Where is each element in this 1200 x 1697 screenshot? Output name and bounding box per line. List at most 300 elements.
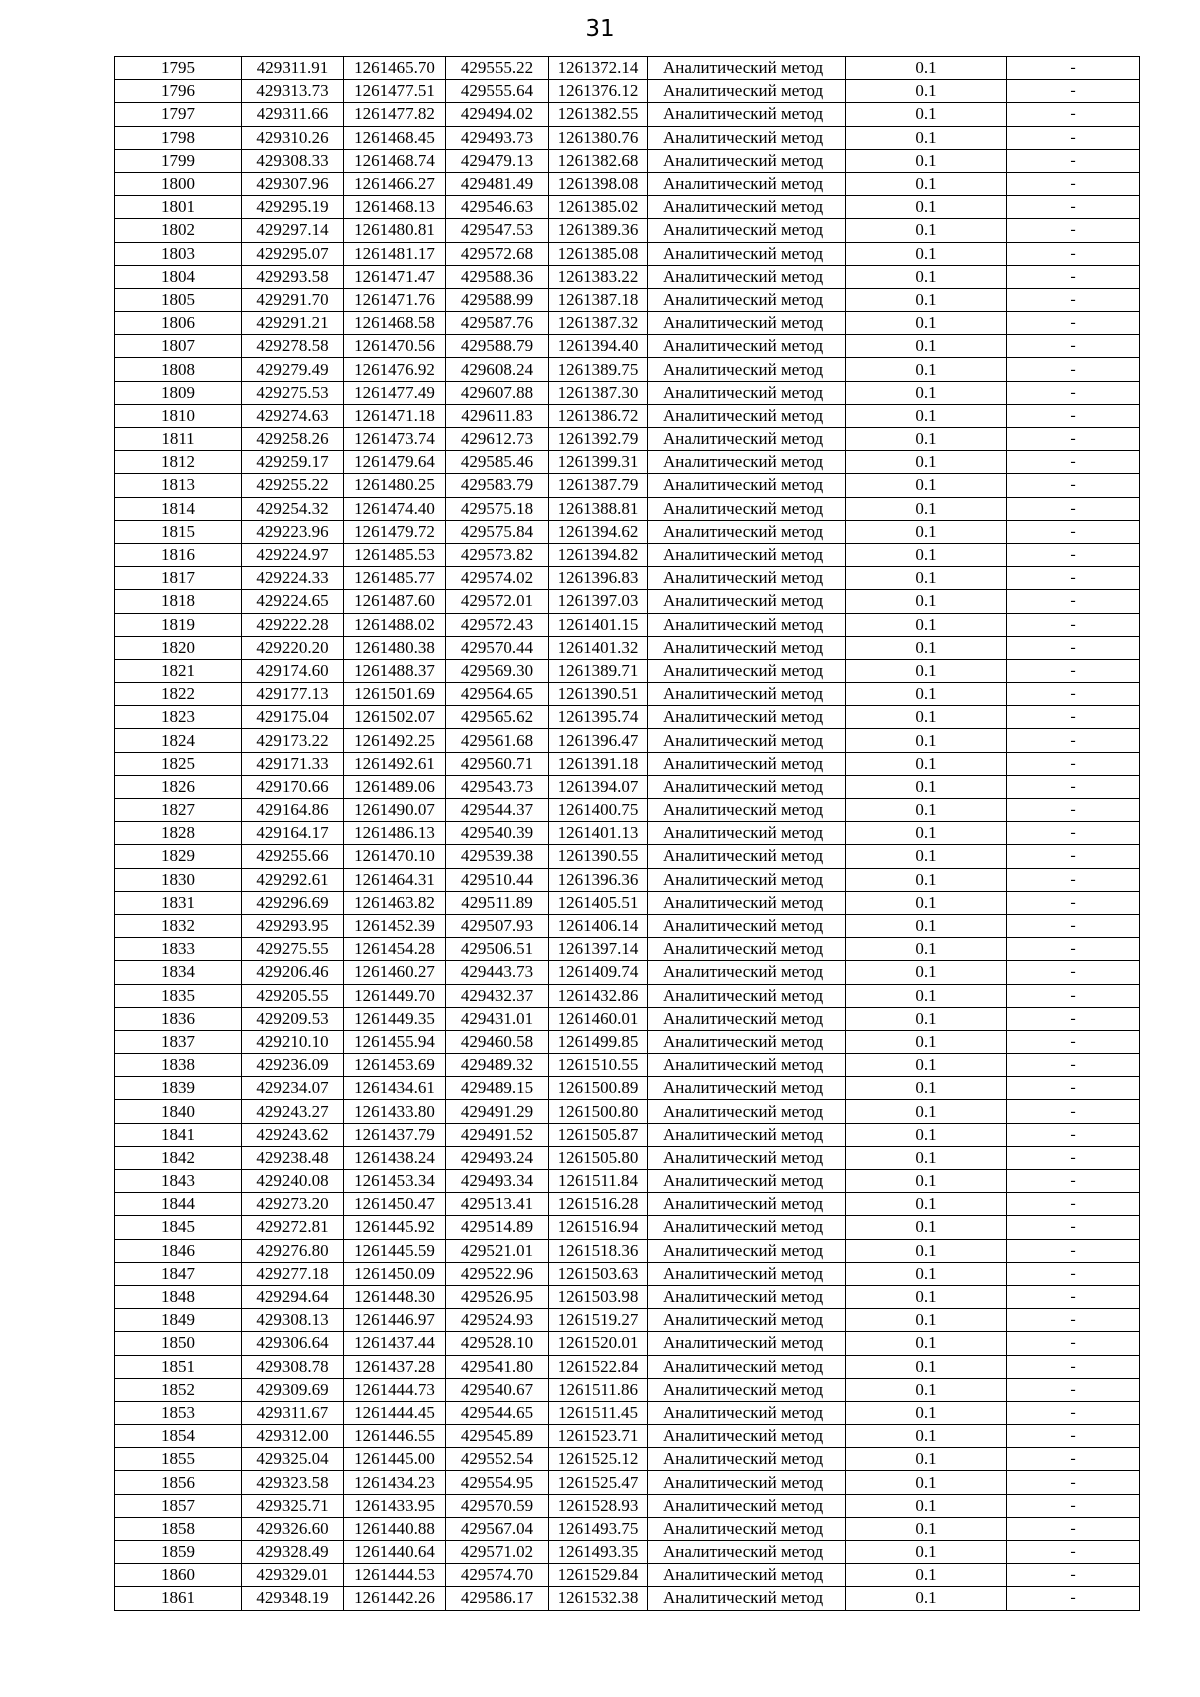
x2-coordinate-cell: 429506.51 bbox=[446, 938, 549, 961]
note-cell: - bbox=[1007, 451, 1140, 474]
method-cell: Аналитический метод bbox=[648, 1239, 846, 1262]
x1-coordinate-cell: 429313.73 bbox=[242, 80, 344, 103]
error-value-cell: 0.1 bbox=[846, 474, 1007, 497]
point-number-cell: 1856 bbox=[115, 1471, 242, 1494]
y2-coordinate-cell: 1261390.51 bbox=[549, 683, 648, 706]
table-row bbox=[115, 1425, 1140, 1448]
point-number-cell: 1809 bbox=[115, 381, 242, 404]
y1-coordinate-cell: 1261477.51 bbox=[344, 80, 446, 103]
error-value-cell: 0.1 bbox=[846, 381, 1007, 404]
table-body bbox=[115, 57, 1140, 1611]
note-cell: - bbox=[1007, 1216, 1140, 1239]
y2-coordinate-cell: 1261385.08 bbox=[549, 242, 648, 265]
error-value-cell: 0.1 bbox=[846, 1100, 1007, 1123]
x2-coordinate-cell: 429588.79 bbox=[446, 335, 549, 358]
method-cell: Аналитический метод bbox=[648, 428, 846, 451]
y2-coordinate-cell: 1261529.84 bbox=[549, 1564, 648, 1587]
y1-coordinate-cell: 1261453.34 bbox=[344, 1170, 446, 1193]
y2-coordinate-cell: 1261432.86 bbox=[549, 984, 648, 1007]
note-cell: - bbox=[1007, 752, 1140, 775]
y2-coordinate-cell: 1261394.07 bbox=[549, 775, 648, 798]
method-cell: Аналитический метод bbox=[648, 1425, 846, 1448]
method-cell: Аналитический метод bbox=[648, 1170, 846, 1193]
method-cell: Аналитический метод bbox=[648, 1054, 846, 1077]
table-row bbox=[115, 288, 1140, 311]
point-number-cell: 1853 bbox=[115, 1401, 242, 1424]
x1-coordinate-cell: 429170.66 bbox=[242, 775, 344, 798]
method-cell: Аналитический метод bbox=[648, 1262, 846, 1285]
error-value-cell: 0.1 bbox=[846, 636, 1007, 659]
x2-coordinate-cell: 429431.01 bbox=[446, 1007, 549, 1030]
method-cell: Аналитический метод bbox=[648, 868, 846, 891]
y2-coordinate-cell: 1261518.36 bbox=[549, 1239, 648, 1262]
table-row bbox=[115, 451, 1140, 474]
note-cell: - bbox=[1007, 1123, 1140, 1146]
point-number-cell: 1825 bbox=[115, 752, 242, 775]
method-cell: Аналитический метод bbox=[648, 242, 846, 265]
point-number-cell: 1812 bbox=[115, 451, 242, 474]
note-cell: - bbox=[1007, 1193, 1140, 1216]
table-row bbox=[115, 752, 1140, 775]
method-cell: Аналитический метод bbox=[648, 381, 846, 404]
y2-coordinate-cell: 1261394.40 bbox=[549, 335, 648, 358]
point-number-cell: 1848 bbox=[115, 1285, 242, 1308]
x2-coordinate-cell: 429545.89 bbox=[446, 1425, 549, 1448]
method-cell: Аналитический метод bbox=[648, 1355, 846, 1378]
point-number-cell: 1836 bbox=[115, 1007, 242, 1030]
note-cell: - bbox=[1007, 1146, 1140, 1169]
x2-coordinate-cell: 429511.89 bbox=[446, 891, 549, 914]
y2-coordinate-cell: 1261505.87 bbox=[549, 1123, 648, 1146]
point-number-cell: 1827 bbox=[115, 799, 242, 822]
x2-coordinate-cell: 429510.44 bbox=[446, 868, 549, 891]
table-row bbox=[115, 57, 1140, 80]
table-row bbox=[115, 1216, 1140, 1239]
point-number-cell: 1797 bbox=[115, 103, 242, 126]
x1-coordinate-cell: 429258.26 bbox=[242, 428, 344, 451]
y1-coordinate-cell: 1261471.76 bbox=[344, 288, 446, 311]
y1-coordinate-cell: 1261433.80 bbox=[344, 1100, 446, 1123]
method-cell: Аналитический метод bbox=[648, 1332, 846, 1355]
x1-coordinate-cell: 429295.19 bbox=[242, 196, 344, 219]
x1-coordinate-cell: 429254.32 bbox=[242, 497, 344, 520]
method-cell: Аналитический метод bbox=[648, 1541, 846, 1564]
table-row bbox=[115, 149, 1140, 172]
error-value-cell: 0.1 bbox=[846, 1425, 1007, 1448]
table-row bbox=[115, 1309, 1140, 1332]
error-value-cell: 0.1 bbox=[846, 1262, 1007, 1285]
y1-coordinate-cell: 1261477.82 bbox=[344, 103, 446, 126]
table-row bbox=[115, 1193, 1140, 1216]
x2-coordinate-cell: 429574.02 bbox=[446, 567, 549, 590]
method-cell: Аналитический метод bbox=[648, 1100, 846, 1123]
error-value-cell: 0.1 bbox=[846, 1448, 1007, 1471]
y2-coordinate-cell: 1261525.12 bbox=[549, 1448, 648, 1471]
table-row bbox=[115, 335, 1140, 358]
x1-coordinate-cell: 429240.08 bbox=[242, 1170, 344, 1193]
point-number-cell: 1798 bbox=[115, 126, 242, 149]
y1-coordinate-cell: 1261468.13 bbox=[344, 196, 446, 219]
y1-coordinate-cell: 1261433.95 bbox=[344, 1494, 446, 1517]
x1-coordinate-cell: 429312.00 bbox=[242, 1425, 344, 1448]
x2-coordinate-cell: 429571.02 bbox=[446, 1541, 549, 1564]
x2-coordinate-cell: 429575.18 bbox=[446, 497, 549, 520]
y1-coordinate-cell: 1261474.40 bbox=[344, 497, 446, 520]
point-number-cell: 1816 bbox=[115, 543, 242, 566]
error-value-cell: 0.1 bbox=[846, 103, 1007, 126]
table-row bbox=[115, 1030, 1140, 1053]
error-value-cell: 0.1 bbox=[846, 451, 1007, 474]
y2-coordinate-cell: 1261380.76 bbox=[549, 126, 648, 149]
method-cell: Аналитический метод bbox=[648, 799, 846, 822]
x1-coordinate-cell: 429326.60 bbox=[242, 1517, 344, 1540]
y1-coordinate-cell: 1261466.27 bbox=[344, 172, 446, 195]
method-cell: Аналитический метод bbox=[648, 729, 846, 752]
method-cell: Аналитический метод bbox=[648, 775, 846, 798]
x2-coordinate-cell: 429588.36 bbox=[446, 265, 549, 288]
x2-coordinate-cell: 429479.13 bbox=[446, 149, 549, 172]
x1-coordinate-cell: 429224.65 bbox=[242, 590, 344, 613]
table-row bbox=[115, 1146, 1140, 1169]
y2-coordinate-cell: 1261382.55 bbox=[549, 103, 648, 126]
note-cell: - bbox=[1007, 1239, 1140, 1262]
y2-coordinate-cell: 1261503.98 bbox=[549, 1285, 648, 1308]
table-row bbox=[115, 265, 1140, 288]
y1-coordinate-cell: 1261440.64 bbox=[344, 1541, 446, 1564]
x1-coordinate-cell: 429309.69 bbox=[242, 1378, 344, 1401]
y1-coordinate-cell: 1261480.81 bbox=[344, 219, 446, 242]
x1-coordinate-cell: 429164.17 bbox=[242, 822, 344, 845]
method-cell: Аналитический метод bbox=[648, 474, 846, 497]
y2-coordinate-cell: 1261500.80 bbox=[549, 1100, 648, 1123]
y1-coordinate-cell: 1261454.28 bbox=[344, 938, 446, 961]
x1-coordinate-cell: 429255.22 bbox=[242, 474, 344, 497]
y2-coordinate-cell: 1261401.13 bbox=[549, 822, 648, 845]
x2-coordinate-cell: 429489.15 bbox=[446, 1077, 549, 1100]
point-number-cell: 1833 bbox=[115, 938, 242, 961]
error-value-cell: 0.1 bbox=[846, 868, 1007, 891]
y2-coordinate-cell: 1261385.02 bbox=[549, 196, 648, 219]
y2-coordinate-cell: 1261389.75 bbox=[549, 358, 648, 381]
note-cell: - bbox=[1007, 1494, 1140, 1517]
point-number-cell: 1801 bbox=[115, 196, 242, 219]
error-value-cell: 0.1 bbox=[846, 567, 1007, 590]
x1-coordinate-cell: 429291.70 bbox=[242, 288, 344, 311]
x2-coordinate-cell: 429554.95 bbox=[446, 1471, 549, 1494]
y1-coordinate-cell: 1261488.02 bbox=[344, 613, 446, 636]
y1-coordinate-cell: 1261450.09 bbox=[344, 1262, 446, 1285]
method-cell: Аналитический метод bbox=[648, 335, 846, 358]
page-number: 31 bbox=[585, 16, 615, 42]
error-value-cell: 0.1 bbox=[846, 126, 1007, 149]
method-cell: Аналитический метод bbox=[648, 543, 846, 566]
table-row bbox=[115, 613, 1140, 636]
y2-coordinate-cell: 1261396.83 bbox=[549, 567, 648, 590]
method-cell: Аналитический метод bbox=[648, 1378, 846, 1401]
error-value-cell: 0.1 bbox=[846, 706, 1007, 729]
note-cell: - bbox=[1007, 381, 1140, 404]
error-value-cell: 0.1 bbox=[846, 543, 1007, 566]
method-cell: Аналитический метод bbox=[648, 1471, 846, 1494]
point-number-cell: 1810 bbox=[115, 404, 242, 427]
table-row bbox=[115, 1378, 1140, 1401]
x2-coordinate-cell: 429586.17 bbox=[446, 1587, 549, 1610]
x2-coordinate-cell: 429432.37 bbox=[446, 984, 549, 1007]
table-row bbox=[115, 868, 1140, 891]
y1-coordinate-cell: 1261463.82 bbox=[344, 891, 446, 914]
method-cell: Аналитический метод bbox=[648, 288, 846, 311]
error-value-cell: 0.1 bbox=[846, 590, 1007, 613]
method-cell: Аналитический метод bbox=[648, 752, 846, 775]
x2-coordinate-cell: 429561.68 bbox=[446, 729, 549, 752]
x1-coordinate-cell: 429308.33 bbox=[242, 149, 344, 172]
note-cell: - bbox=[1007, 404, 1140, 427]
error-value-cell: 0.1 bbox=[846, 219, 1007, 242]
y2-coordinate-cell: 1261376.12 bbox=[549, 80, 648, 103]
error-value-cell: 0.1 bbox=[846, 1309, 1007, 1332]
table-row bbox=[115, 729, 1140, 752]
error-value-cell: 0.1 bbox=[846, 1401, 1007, 1424]
method-cell: Аналитический метод bbox=[648, 706, 846, 729]
method-cell: Аналитический метод bbox=[648, 1564, 846, 1587]
table-row bbox=[115, 1077, 1140, 1100]
y2-coordinate-cell: 1261388.81 bbox=[549, 497, 648, 520]
point-number-cell: 1817 bbox=[115, 567, 242, 590]
note-cell: - bbox=[1007, 196, 1140, 219]
y1-coordinate-cell: 1261473.74 bbox=[344, 428, 446, 451]
method-cell: Аналитический метод bbox=[648, 822, 846, 845]
x2-coordinate-cell: 429526.95 bbox=[446, 1285, 549, 1308]
point-number-cell: 1808 bbox=[115, 358, 242, 381]
point-number-cell: 1828 bbox=[115, 822, 242, 845]
note-cell: - bbox=[1007, 57, 1140, 80]
point-number-cell: 1800 bbox=[115, 172, 242, 195]
point-number-cell: 1819 bbox=[115, 613, 242, 636]
error-value-cell: 0.1 bbox=[846, 1193, 1007, 1216]
y2-coordinate-cell: 1261460.01 bbox=[549, 1007, 648, 1030]
y1-coordinate-cell: 1261477.49 bbox=[344, 381, 446, 404]
x2-coordinate-cell: 429507.93 bbox=[446, 914, 549, 937]
table-row bbox=[115, 1355, 1140, 1378]
table-row bbox=[115, 358, 1140, 381]
table-row bbox=[115, 822, 1140, 845]
table-row bbox=[115, 1448, 1140, 1471]
method-cell: Аналитический метод bbox=[648, 891, 846, 914]
x2-coordinate-cell: 429547.53 bbox=[446, 219, 549, 242]
x1-coordinate-cell: 429255.66 bbox=[242, 845, 344, 868]
table-row bbox=[115, 1285, 1140, 1308]
point-number-cell: 1831 bbox=[115, 891, 242, 914]
x1-coordinate-cell: 429296.69 bbox=[242, 891, 344, 914]
method-cell: Аналитический метод bbox=[648, 845, 846, 868]
method-cell: Аналитический метод bbox=[648, 196, 846, 219]
y2-coordinate-cell: 1261401.15 bbox=[549, 613, 648, 636]
method-cell: Аналитический метод bbox=[648, 1448, 846, 1471]
x2-coordinate-cell: 429494.02 bbox=[446, 103, 549, 126]
point-number-cell: 1811 bbox=[115, 428, 242, 451]
x1-coordinate-cell: 429174.60 bbox=[242, 659, 344, 682]
note-cell: - bbox=[1007, 497, 1140, 520]
error-value-cell: 0.1 bbox=[846, 1332, 1007, 1355]
point-number-cell: 1845 bbox=[115, 1216, 242, 1239]
x1-coordinate-cell: 429329.01 bbox=[242, 1564, 344, 1587]
table-row bbox=[115, 984, 1140, 1007]
x1-coordinate-cell: 429209.53 bbox=[242, 1007, 344, 1030]
x1-coordinate-cell: 429293.95 bbox=[242, 914, 344, 937]
note-cell: - bbox=[1007, 938, 1140, 961]
method-cell: Аналитический метод bbox=[648, 1517, 846, 1540]
note-cell: - bbox=[1007, 984, 1140, 1007]
table-row bbox=[115, 1401, 1140, 1424]
x2-coordinate-cell: 429570.59 bbox=[446, 1494, 549, 1517]
point-number-cell: 1847 bbox=[115, 1262, 242, 1285]
note-cell: - bbox=[1007, 868, 1140, 891]
note-cell: - bbox=[1007, 1448, 1140, 1471]
y2-coordinate-cell: 1261505.80 bbox=[549, 1146, 648, 1169]
y1-coordinate-cell: 1261434.23 bbox=[344, 1471, 446, 1494]
x1-coordinate-cell: 429294.64 bbox=[242, 1285, 344, 1308]
error-value-cell: 0.1 bbox=[846, 1170, 1007, 1193]
method-cell: Аналитический метод bbox=[648, 219, 846, 242]
y2-coordinate-cell: 1261499.85 bbox=[549, 1030, 648, 1053]
table-row bbox=[115, 683, 1140, 706]
note-cell: - bbox=[1007, 799, 1140, 822]
x2-coordinate-cell: 429493.24 bbox=[446, 1146, 549, 1169]
point-number-cell: 1799 bbox=[115, 149, 242, 172]
table-row bbox=[115, 891, 1140, 914]
point-number-cell: 1861 bbox=[115, 1587, 242, 1610]
note-cell: - bbox=[1007, 474, 1140, 497]
table-row bbox=[115, 428, 1140, 451]
y2-coordinate-cell: 1261511.45 bbox=[549, 1401, 648, 1424]
y2-coordinate-cell: 1261522.84 bbox=[549, 1355, 648, 1378]
x1-coordinate-cell: 429310.26 bbox=[242, 126, 344, 149]
point-number-cell: 1804 bbox=[115, 265, 242, 288]
error-value-cell: 0.1 bbox=[846, 1471, 1007, 1494]
x1-coordinate-cell: 429279.49 bbox=[242, 358, 344, 381]
y1-coordinate-cell: 1261488.37 bbox=[344, 659, 446, 682]
y1-coordinate-cell: 1261479.72 bbox=[344, 520, 446, 543]
x1-coordinate-cell: 429171.33 bbox=[242, 752, 344, 775]
y1-coordinate-cell: 1261460.27 bbox=[344, 961, 446, 984]
y1-coordinate-cell: 1261448.30 bbox=[344, 1285, 446, 1308]
x1-coordinate-cell: 429292.61 bbox=[242, 868, 344, 891]
x1-coordinate-cell: 429311.67 bbox=[242, 1401, 344, 1424]
y1-coordinate-cell: 1261446.97 bbox=[344, 1309, 446, 1332]
y2-coordinate-cell: 1261387.79 bbox=[549, 474, 648, 497]
note-cell: - bbox=[1007, 1309, 1140, 1332]
x2-coordinate-cell: 429544.37 bbox=[446, 799, 549, 822]
y2-coordinate-cell: 1261394.62 bbox=[549, 520, 648, 543]
x2-coordinate-cell: 429522.96 bbox=[446, 1262, 549, 1285]
y2-coordinate-cell: 1261399.31 bbox=[549, 451, 648, 474]
x2-coordinate-cell: 429574.70 bbox=[446, 1564, 549, 1587]
error-value-cell: 0.1 bbox=[846, 799, 1007, 822]
x2-coordinate-cell: 429569.30 bbox=[446, 659, 549, 682]
note-cell: - bbox=[1007, 845, 1140, 868]
error-value-cell: 0.1 bbox=[846, 845, 1007, 868]
table-row bbox=[115, 1123, 1140, 1146]
method-cell: Аналитический метод bbox=[648, 659, 846, 682]
note-cell: - bbox=[1007, 683, 1140, 706]
x2-coordinate-cell: 429513.41 bbox=[446, 1193, 549, 1216]
y1-coordinate-cell: 1261480.38 bbox=[344, 636, 446, 659]
point-number-cell: 1846 bbox=[115, 1239, 242, 1262]
x1-coordinate-cell: 429177.13 bbox=[242, 683, 344, 706]
table-row bbox=[115, 172, 1140, 195]
point-number-cell: 1806 bbox=[115, 312, 242, 335]
y1-coordinate-cell: 1261471.47 bbox=[344, 265, 446, 288]
y1-coordinate-cell: 1261502.07 bbox=[344, 706, 446, 729]
y2-coordinate-cell: 1261387.30 bbox=[549, 381, 648, 404]
x2-coordinate-cell: 429493.73 bbox=[446, 126, 549, 149]
x2-coordinate-cell: 429560.71 bbox=[446, 752, 549, 775]
method-cell: Аналитический метод bbox=[648, 1285, 846, 1308]
x1-coordinate-cell: 429291.21 bbox=[242, 312, 344, 335]
x1-coordinate-cell: 429274.63 bbox=[242, 404, 344, 427]
x1-coordinate-cell: 429173.22 bbox=[242, 729, 344, 752]
y2-coordinate-cell: 1261500.89 bbox=[549, 1077, 648, 1100]
x2-coordinate-cell: 429585.46 bbox=[446, 451, 549, 474]
y2-coordinate-cell: 1261409.74 bbox=[549, 961, 648, 984]
error-value-cell: 0.1 bbox=[846, 1239, 1007, 1262]
method-cell: Аналитический метод bbox=[648, 1494, 846, 1517]
x2-coordinate-cell: 429443.73 bbox=[446, 961, 549, 984]
y1-coordinate-cell: 1261468.45 bbox=[344, 126, 446, 149]
note-cell: - bbox=[1007, 1262, 1140, 1285]
x1-coordinate-cell: 429311.66 bbox=[242, 103, 344, 126]
error-value-cell: 0.1 bbox=[846, 497, 1007, 520]
method-cell: Аналитический метод bbox=[648, 1309, 846, 1332]
table-row bbox=[115, 1054, 1140, 1077]
x2-coordinate-cell: 429540.67 bbox=[446, 1378, 549, 1401]
point-number-cell: 1843 bbox=[115, 1170, 242, 1193]
y2-coordinate-cell: 1261387.18 bbox=[549, 288, 648, 311]
y1-coordinate-cell: 1261470.10 bbox=[344, 845, 446, 868]
error-value-cell: 0.1 bbox=[846, 335, 1007, 358]
error-value-cell: 0.1 bbox=[846, 961, 1007, 984]
x1-coordinate-cell: 429328.49 bbox=[242, 1541, 344, 1564]
note-cell: - bbox=[1007, 1100, 1140, 1123]
table-row bbox=[115, 497, 1140, 520]
x2-coordinate-cell: 429572.01 bbox=[446, 590, 549, 613]
x1-coordinate-cell: 429210.10 bbox=[242, 1030, 344, 1053]
y2-coordinate-cell: 1261383.22 bbox=[549, 265, 648, 288]
x1-coordinate-cell: 429277.18 bbox=[242, 1262, 344, 1285]
point-number-cell: 1849 bbox=[115, 1309, 242, 1332]
x2-coordinate-cell: 429541.80 bbox=[446, 1355, 549, 1378]
table-row bbox=[115, 1541, 1140, 1564]
table-row bbox=[115, 1494, 1140, 1517]
error-value-cell: 0.1 bbox=[846, 1587, 1007, 1610]
table-row bbox=[115, 1471, 1140, 1494]
table-row bbox=[115, 590, 1140, 613]
error-value-cell: 0.1 bbox=[846, 1216, 1007, 1239]
note-cell: - bbox=[1007, 312, 1140, 335]
y2-coordinate-cell: 1261405.51 bbox=[549, 891, 648, 914]
point-number-cell: 1841 bbox=[115, 1123, 242, 1146]
x2-coordinate-cell: 429543.73 bbox=[446, 775, 549, 798]
method-cell: Аналитический метод bbox=[648, 683, 846, 706]
table-row bbox=[115, 1517, 1140, 1540]
x1-coordinate-cell: 429323.58 bbox=[242, 1471, 344, 1494]
y2-coordinate-cell: 1261396.47 bbox=[549, 729, 648, 752]
y1-coordinate-cell: 1261487.60 bbox=[344, 590, 446, 613]
y2-coordinate-cell: 1261493.75 bbox=[549, 1517, 648, 1540]
coordinates-table bbox=[114, 56, 1140, 1611]
note-cell: - bbox=[1007, 1425, 1140, 1448]
note-cell: - bbox=[1007, 1077, 1140, 1100]
